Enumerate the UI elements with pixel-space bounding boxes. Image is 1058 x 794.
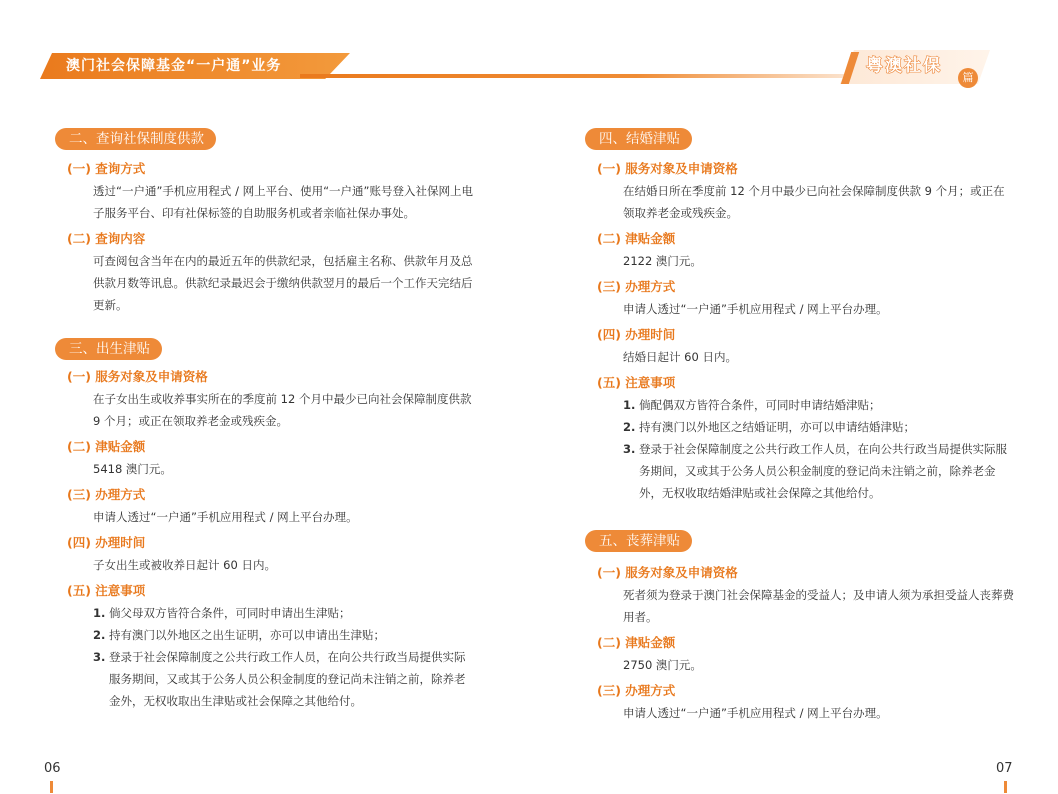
brand-badge: 篇 <box>958 68 978 88</box>
section-title-marriage-allowance: 四、结婚津贴 <box>585 128 692 150</box>
list-item-number: 3. <box>93 650 106 664</box>
page-number-right: 07 <box>996 761 1013 776</box>
list-item <box>93 646 475 712</box>
right-page <box>585 128 1015 724</box>
paragraph: 申请人透过“一户通”手机应用程式 / 网上平台办理。 <box>93 510 358 524</box>
header-rule <box>300 74 860 78</box>
brand-title: 粤澳社保 <box>866 56 942 76</box>
paragraph: 透过“一户通”手机应用程式 / 网上平台、使用“一户通”账号登入社保网上电子服务平台、印有社保标签的自助服务机或者亲临社保办事处。 <box>93 184 474 220</box>
paragraph: 申请人透过“一户通”手机应用程式 / 网上平台办理。 <box>623 302 888 316</box>
subsection-heading: (一) 查询方式 <box>67 161 146 176</box>
subsection-heading: (一) 服务对象及申请资格 <box>597 565 738 580</box>
list-item <box>623 416 1015 438</box>
subsection-heading: (四) 办理时间 <box>67 535 146 550</box>
list-item-text: 倘配偶双方皆符合条件，可同时申请结婚津贴； <box>639 398 881 412</box>
page-marker-left <box>50 781 53 793</box>
list-item-text: 持有澳门以外地区之出生证明，亦可以申请出生津贴； <box>109 628 385 642</box>
subsection-heading: (三) 办理方式 <box>67 487 146 502</box>
list-item <box>93 624 475 646</box>
subsection-heading: (一) 服务对象及申请资格 <box>67 369 208 384</box>
subsection-heading: (五) 注意事项 <box>67 583 146 598</box>
section-title-contribution-query: 二、查询社保制度供款 <box>55 128 216 150</box>
paragraph: 5418 澳门元。 <box>93 462 172 476</box>
list-item-text: 登录于社会保障制度之公共行政工作人员，在向公共行政当局提供实际服务期间，又或其于公务人员公积金制度的登记尚未注销之前，除养老金外，无权收取出生津贴或社会保障之其他给付。 <box>109 650 466 708</box>
paragraph: 2750 澳门元。 <box>623 658 702 672</box>
paragraph: 在子女出生或收养事实所在的季度前 12 个月中最少已向社会保障制度供款 9 个月；或正在领取养老金或残疾金。 <box>93 392 472 428</box>
section-title-funeral-allowance: 五、丧葬津贴 <box>585 530 692 552</box>
subsection-heading: (三) 办理方式 <box>597 279 676 294</box>
subsection-heading: (五) 注意事项 <box>597 375 676 390</box>
subsection-heading: (三) 办理方式 <box>597 683 676 698</box>
list-item-text: 倘父母双方皆符合条件，可同时申请出生津贴； <box>109 606 351 620</box>
page-marker-right <box>1004 781 1007 793</box>
list-item-text: 登录于社会保障制度之公共行政工作人员，在向公共行政当局提供实际服务期间，又或其于公务人员公积金制度的登记尚未注销之前，除养老金外，无权收取结婚津贴或社会保障之其他给付。 <box>639 442 1007 500</box>
paragraph: 子女出生或被收养日起计 60 日内。 <box>93 558 276 572</box>
list-item <box>623 438 1015 504</box>
page-number-left: 06 <box>44 761 61 776</box>
list-item-number: 2. <box>93 628 106 642</box>
paragraph: 可查阅包含当年在内的最近五年的供款纪录，包括雇主名称、供款年月及总供款月数等讯息。供款纪录最迟会于缴纳供款翌月的最后一个工作天完结后更新。 <box>93 254 473 312</box>
subsection-heading: (一) 服务对象及申请资格 <box>597 161 738 176</box>
list-item-number: 1. <box>623 398 636 412</box>
list-item-number: 2. <box>623 420 636 434</box>
paragraph: 在结婚日所在季度前 12 个月中最少已向社会保障制度供款 9 个月；或正在领取养老金或残疾金。 <box>623 184 1005 220</box>
subsection-heading: (二) 津贴金额 <box>597 635 676 650</box>
paragraph: 结婚日起计 60 日内。 <box>623 350 737 364</box>
list-item-number: 1. <box>93 606 106 620</box>
subsection-heading: (二) 查询内容 <box>67 231 146 246</box>
section-title-birth-allowance: 三、出生津贴 <box>55 338 162 360</box>
left-page <box>55 128 475 712</box>
banner-title: 澳门社会保障基金“一户通”业务 <box>66 58 282 74</box>
list-item-text: 持有澳门以外地区之结婚证明，亦可以申请结婚津贴； <box>639 420 915 434</box>
list-item <box>623 394 1015 416</box>
list-item <box>93 602 475 624</box>
subsection-heading: (二) 津贴金额 <box>67 439 146 454</box>
subsection-heading: (二) 津贴金额 <box>597 231 676 246</box>
paragraph: 死者须为登录于澳门社会保障基金的受益人；及申请人须为承担受益人丧葬费用者。 <box>623 588 1014 624</box>
subsection-heading: (四) 办理时间 <box>597 327 676 342</box>
list-item-number: 3. <box>623 442 636 456</box>
paragraph: 申请人透过“一户通”手机应用程式 / 网上平台办理。 <box>623 706 888 720</box>
paragraph: 2122 澳门元。 <box>623 254 702 268</box>
